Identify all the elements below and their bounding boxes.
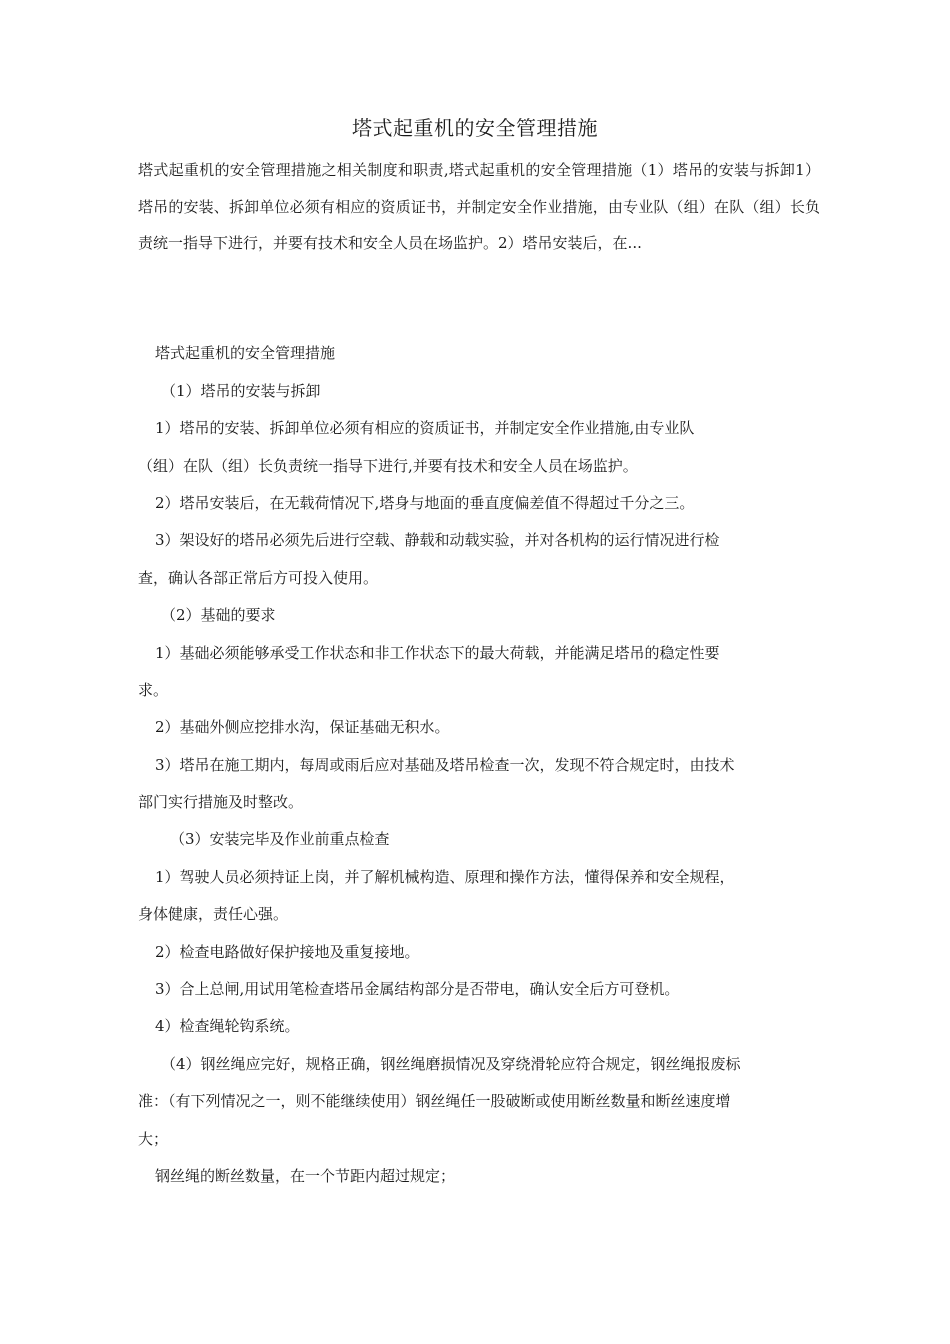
paragraph-line: 3）架设好的塔吊必须先后进行空载、静载和动载实验，并对各机构的运行情况进行检 <box>155 531 720 549</box>
paragraph-line: 准：（有下列情况之一，则不能继续使用）钢丝绳任一股破断或使用断丝数量和断丝速度增 <box>138 1092 731 1110</box>
paragraph-line: 1）驾驶人员必须持证上岗，并了解机械构造、原理和操作方法，懂得保养和安全规程， <box>155 868 735 886</box>
paragraph-line: 2）检查电路做好保护接地及重复接地。 <box>155 943 420 961</box>
paragraph-line: （4）钢丝绳应完好，规格正确，钢丝绳磨损情况及穿绕滑轮应符合规定，钢丝绳报废标 <box>161 1055 741 1073</box>
subsection-heading: （2）基础的要求 <box>161 606 276 624</box>
paragraph-line: 2）塔吊安装后，在无载荷情况下,塔身与地面的垂直度偏差值不得超过千分之三。 <box>155 494 695 512</box>
paragraph-line: （组）在队（组）长负责统一指导下进行,并要有技术和安全人员在场监护。 <box>138 457 638 475</box>
paragraph-line: 1）塔吊的安装、拆卸单位必须有相应的资质证书，并制定安全作业措施,由专业队 <box>155 419 695 437</box>
paragraph-line: 3）塔吊在施工期内，每周或雨后应对基础及塔吊检查一次，发现不符合规定时，由技术 <box>155 756 735 774</box>
paragraph-line: 2）基础外侧应挖排水沟，保证基础无积水。 <box>155 718 450 736</box>
subsection-heading: （3）安装完毕及作业前重点检查 <box>170 830 390 848</box>
paragraph-line: 求。 <box>138 681 169 699</box>
paragraph-line: 3）合上总闸,用试用笔检查塔吊金属结构部分是否带电，确认安全后方可登机。 <box>155 980 680 998</box>
paragraph-line: 部门实行措施及时整改。 <box>138 793 304 811</box>
document-title: 塔式起重机的安全管理措施 <box>352 116 598 140</box>
subsection-heading: （1）塔吊的安装与拆卸 <box>161 382 321 400</box>
paragraph-line: 大； <box>138 1130 169 1148</box>
section-heading: 塔式起重机的安全管理措施 <box>155 344 336 362</box>
paragraph-line: 1）基础必须能够承受工作状态和非工作状态下的最大荷载，并能满足塔吊的稳定性要 <box>155 644 720 662</box>
paragraph-line: 身体健康，责任心强。 <box>138 905 289 923</box>
paragraph-line: 查，确认各部正常后方可投入使用。 <box>138 569 379 587</box>
paragraph-line: 钢丝绳的断丝数量，在一个节距内超过规定； <box>155 1167 456 1185</box>
document-summary: 塔式起重机的安全管理措施之相关制度和职责,塔式起重机的安全管理措施（1）塔吊的安装与拆卸1）塔吊的安装、拆卸单位必须有相应的资质证书，并制定安全作业措施，由专业队（组）在队（组）长负责统一指导下进行，并要有技术和安全人员在场监护。2）塔吊安装后，在... <box>138 161 820 252</box>
paragraph-line: 4）检查绳轮钩系统。 <box>155 1017 300 1035</box>
